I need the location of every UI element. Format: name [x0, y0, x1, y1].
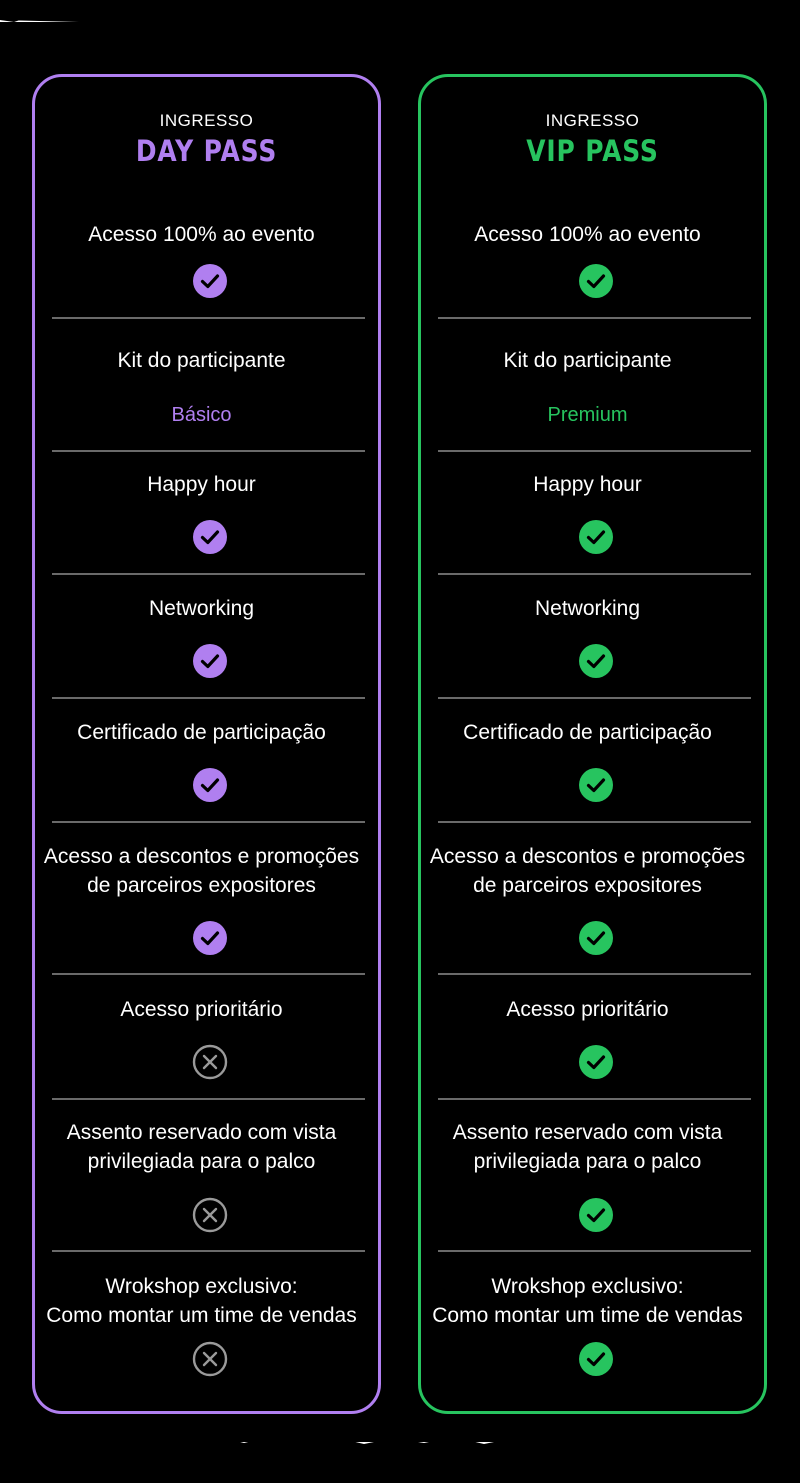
- feature-item: [27, 1272, 376, 1330]
- feature-item: [413, 718, 762, 747]
- feature-item: [413, 470, 762, 499]
- feature-divider: [438, 697, 751, 699]
- feature-label: Networking: [534, 597, 641, 620]
- check-circle-icon: [578, 1197, 614, 1233]
- feature-item: [413, 1272, 762, 1330]
- x-circle-icon: [192, 1044, 228, 1080]
- check-circle-icon: [192, 920, 228, 956]
- check-circle-icon: [578, 1341, 614, 1377]
- feature-divider: [52, 697, 365, 699]
- feature-item: [27, 718, 376, 747]
- check-circle-icon: [578, 263, 614, 299]
- feature-item: [413, 594, 762, 623]
- feature-divider: [52, 821, 365, 823]
- check-circle-icon: [192, 519, 228, 555]
- feature-label: Acesso 100% ao evento: [474, 223, 701, 246]
- check-circle-icon: [192, 767, 228, 803]
- feature-label: Certificado de participação: [77, 721, 326, 744]
- check-circle-icon: [578, 920, 614, 956]
- feature-divider: [52, 1250, 365, 1252]
- feature-value: Premium: [547, 404, 628, 426]
- feature-label: Acesso a descontos e promoções de parceiros expositores: [43, 845, 360, 897]
- day-pass-title: DAY PASS: [135, 134, 278, 168]
- feature-label: Acesso a descontos e promoções de parceiros expositores: [429, 845, 746, 897]
- feature-label: Wrokshop exclusivo: Como montar um time de vendas: [46, 1275, 357, 1327]
- day-pass-header: [35, 111, 378, 169]
- check-circle-icon: [578, 1044, 614, 1080]
- vip-pass-label: INGRESSO: [545, 111, 640, 130]
- feature-item: [413, 995, 762, 1024]
- feature-item: [27, 594, 376, 623]
- feature-divider: [52, 450, 365, 452]
- feature-label: Happy hour: [147, 473, 256, 496]
- vip-pass-card: [418, 74, 767, 1414]
- feature-value: Básico: [171, 404, 232, 426]
- feature-item: [413, 346, 762, 375]
- feature-divider: [52, 317, 365, 319]
- feature-divider: [52, 573, 365, 575]
- feature-label: Assento reservado com vista privilegiada para o palco: [66, 1121, 337, 1173]
- feature-item: [27, 842, 376, 900]
- feature-label: Acesso prioritário: [506, 998, 669, 1021]
- check-circle-icon: [578, 519, 614, 555]
- check-circle-icon: [192, 643, 228, 679]
- feature-label: Kit do participante: [117, 349, 286, 372]
- feature-divider: [438, 450, 751, 452]
- feature-label: Assento reservado com vista privilegiada para o palco: [452, 1121, 723, 1173]
- x-circle-icon: [192, 1197, 228, 1233]
- check-circle-icon: [192, 263, 228, 299]
- check-circle-icon: [578, 643, 614, 679]
- feature-divider: [438, 317, 751, 319]
- day-pass-card: [32, 74, 381, 1414]
- feature-item: [27, 995, 376, 1024]
- feature-divider: [438, 1098, 751, 1100]
- feature-label: Networking: [148, 597, 255, 620]
- vip-pass-header: [421, 111, 764, 169]
- feature-divider: [438, 1250, 751, 1252]
- feature-item: [27, 346, 376, 375]
- feature-divider: [438, 973, 751, 975]
- feature-label: Acesso 100% ao evento: [88, 223, 315, 246]
- feature-label: Certificado de participação: [463, 721, 712, 744]
- day-pass-label: INGRESSO: [159, 111, 254, 130]
- vip-pass-title: VIP PASS: [526, 134, 659, 168]
- x-circle-icon: [192, 1341, 228, 1377]
- feature-item: [413, 842, 762, 900]
- feature-divider: [52, 973, 365, 975]
- feature-label: Happy hour: [533, 473, 642, 496]
- feature-label: Wrokshop exclusivo: Como montar um time de vendas: [432, 1275, 743, 1327]
- feature-item: [413, 220, 762, 249]
- feature-divider: [438, 573, 751, 575]
- feature-item: [27, 1118, 376, 1176]
- feature-item: [413, 1118, 762, 1176]
- check-circle-icon: [578, 767, 614, 803]
- feature-item: [27, 220, 376, 249]
- feature-label: Acesso prioritário: [120, 998, 283, 1021]
- feature-divider: [438, 821, 751, 823]
- feature-divider: [52, 1098, 365, 1100]
- feature-item: [27, 470, 376, 499]
- feature-label: Kit do participante: [503, 349, 672, 372]
